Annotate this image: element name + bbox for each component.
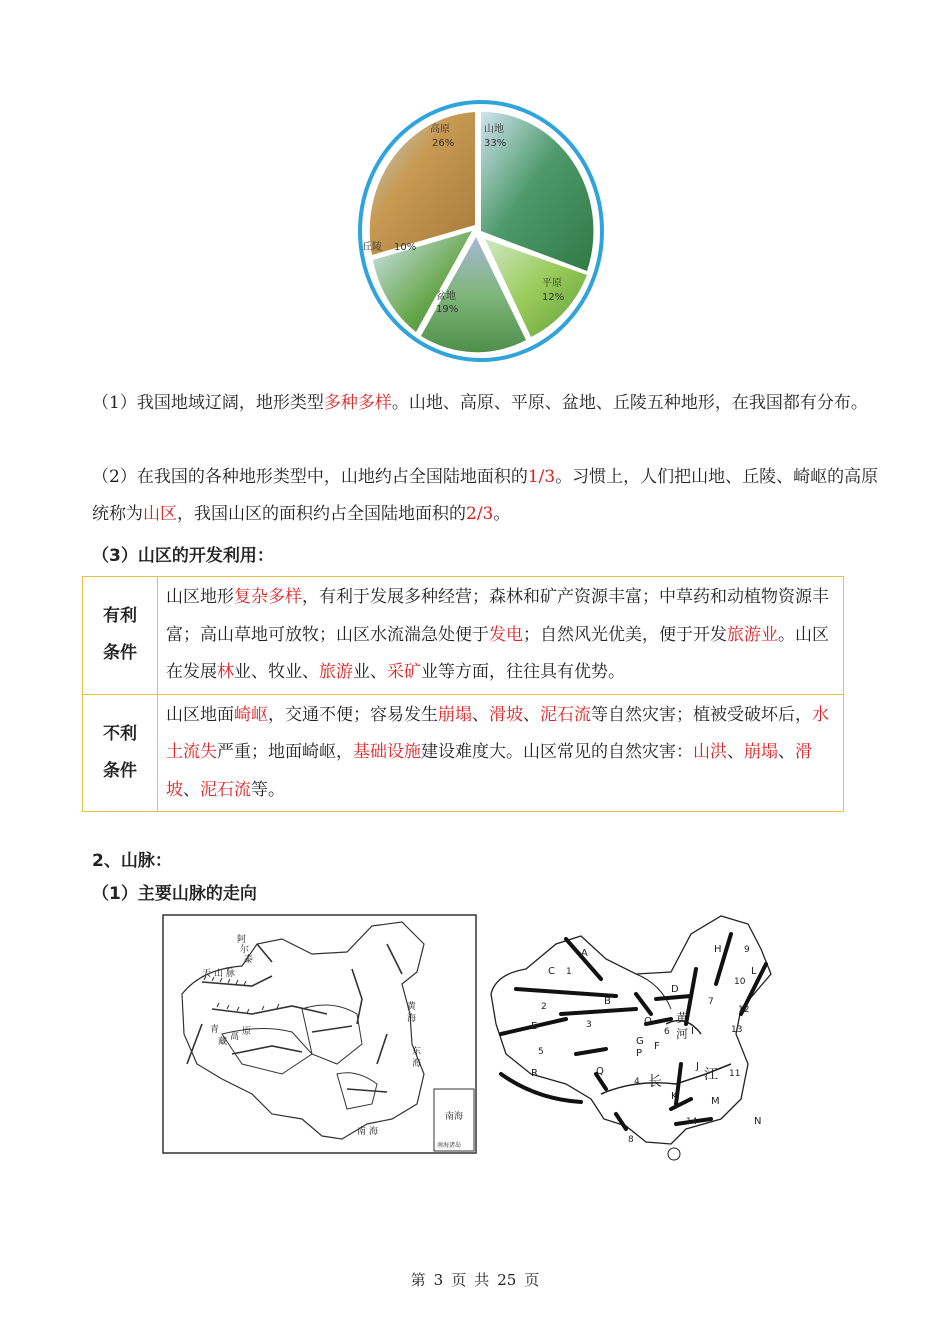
svg-text:A: A bbox=[581, 948, 588, 959]
svg-text:N: N bbox=[754, 1116, 762, 1127]
svg-text:山: 山 bbox=[214, 969, 224, 979]
pie-value-mountain: 33% bbox=[484, 138, 507, 149]
svg-text:海: 海 bbox=[412, 1059, 422, 1069]
pie-label-mountain: 山地 bbox=[484, 124, 504, 135]
svg-text:K: K bbox=[671, 1091, 678, 1102]
svg-text:黄: 黄 bbox=[676, 1011, 689, 1025]
label-favorable: 有利 条件 bbox=[83, 577, 158, 695]
svg-text:G: G bbox=[636, 1036, 644, 1047]
pie-label-hill: 丘陵 bbox=[362, 242, 382, 253]
china-mountains-map bbox=[162, 914, 477, 1154]
svg-text:青: 青 bbox=[210, 1025, 220, 1035]
svg-text:江: 江 bbox=[704, 1067, 718, 1083]
svg-text:10: 10 bbox=[734, 977, 746, 987]
svg-text:河: 河 bbox=[676, 1027, 689, 1041]
landform-pie-chart bbox=[358, 100, 604, 362]
svg-text:7: 7 bbox=[708, 997, 714, 1007]
svg-text:东: 东 bbox=[412, 1047, 422, 1057]
svg-text:海: 海 bbox=[407, 1014, 417, 1024]
svg-text:高: 高 bbox=[230, 1032, 240, 1042]
pie-value-hill: 10% bbox=[394, 242, 417, 253]
page-footer: 第 3 页 共 25 页 bbox=[410, 1271, 540, 1289]
svg-text:14: 14 bbox=[686, 1117, 698, 1127]
pie-label-plain: 平原 bbox=[542, 278, 562, 289]
svg-text:4: 4 bbox=[634, 1077, 640, 1087]
svg-text:5: 5 bbox=[538, 1047, 544, 1057]
svg-text:13: 13 bbox=[731, 1025, 743, 1035]
svg-text:E: E bbox=[531, 1021, 538, 1032]
svg-text:阿: 阿 bbox=[237, 935, 247, 945]
svg-text:1: 1 bbox=[566, 967, 572, 977]
paragraph-terrain-diversity: （1）我国地域辽阔，地形类型多种多样。山地、高原、平原、盆地、丘陵五种地形，在我国都有分布。 bbox=[92, 393, 868, 413]
pie-value-basin: 19% bbox=[436, 304, 459, 315]
svg-text:8: 8 bbox=[628, 1135, 634, 1145]
svg-text:Q: Q bbox=[596, 1066, 604, 1077]
table-row-favorable bbox=[83, 577, 844, 695]
pie-slice-plateau bbox=[370, 112, 475, 255]
svg-text:天: 天 bbox=[202, 969, 212, 979]
pie-value-plain: 12% bbox=[542, 292, 565, 303]
svg-text:海: 海 bbox=[369, 1127, 379, 1137]
svg-text:9: 9 bbox=[744, 945, 750, 955]
heading-mountain-development: （3）山区的开发利用： bbox=[92, 546, 274, 566]
svg-text:藏: 藏 bbox=[218, 1037, 228, 1047]
svg-text:尔: 尔 bbox=[240, 945, 250, 955]
svg-text:2: 2 bbox=[541, 1002, 547, 1012]
pie-label-plateau: 高原 bbox=[430, 124, 450, 135]
paragraph-mountain-area: （2）在我国的各种地形类型中，山地约占全国陆地面积的1/3。习惯上，人们把山地、丘陵、崎岖的高原统称为山区，我国山区的面积约占全国陆地面积的2/3。 bbox=[92, 467, 879, 524]
conditions-table bbox=[82, 576, 844, 812]
svg-text:B: B bbox=[604, 996, 611, 1007]
svg-text:P: P bbox=[636, 1048, 643, 1059]
svg-text:H: H bbox=[714, 944, 722, 955]
svg-text:D: D bbox=[671, 984, 679, 995]
unfavorable-content: 山区地面崎岖，交通不便；容易发生崩塌、滑坡、泥石流等自然灾害；植被受破坏后，水土流失严重；地面崎岖，基础设施建设难度大。山区常见的自然灾害：山洪、崩塌、滑坡、泥石流等。 bbox=[158, 694, 844, 812]
china-mountains-exercise-map bbox=[486, 914, 778, 1164]
svg-text:O: O bbox=[644, 1016, 652, 1027]
svg-text:南海: 南海 bbox=[445, 1112, 464, 1122]
svg-text:11: 11 bbox=[729, 1069, 741, 1079]
svg-text:6: 6 bbox=[664, 1027, 670, 1037]
svg-text:C: C bbox=[548, 966, 555, 977]
svg-text:南海诸岛: 南海诸岛 bbox=[437, 1142, 462, 1149]
heading-mountains: 2、山脉： bbox=[92, 851, 172, 871]
table-row-unfavorable bbox=[83, 694, 844, 812]
svg-text:脉: 脉 bbox=[226, 969, 236, 979]
pie-label-basin: 盆地 bbox=[436, 291, 456, 302]
svg-text:J: J bbox=[696, 1061, 699, 1072]
label-unfavorable: 不利 条件 bbox=[83, 694, 158, 812]
svg-text:泰: 泰 bbox=[244, 955, 254, 965]
svg-text:南: 南 bbox=[357, 1127, 367, 1137]
pie-value-plateau: 26% bbox=[432, 138, 455, 149]
svg-text:3: 3 bbox=[586, 1020, 592, 1030]
svg-text:I: I bbox=[691, 1026, 694, 1037]
svg-text:M: M bbox=[711, 1096, 720, 1107]
heading-mountain-direction: （1）主要山脉的走向 bbox=[92, 884, 257, 904]
svg-text:长: 长 bbox=[648, 1074, 662, 1090]
svg-text:R: R bbox=[531, 1068, 538, 1079]
svg-text:黄: 黄 bbox=[407, 1002, 417, 1012]
svg-text:L: L bbox=[751, 966, 757, 977]
favorable-content: 山区地形复杂多样，有利于发展多种经营；森林和矿产资源丰富；中草药和动植物资源丰富；高山草地可放牧；山区水流湍急处便于发电；自然风光优美，便于开发旅游业。山区在发展林业、牧业、旅游业、采矿业等方面，往往具有优势。 bbox=[158, 577, 844, 695]
svg-text:原: 原 bbox=[242, 1027, 252, 1037]
svg-text:12: 12 bbox=[738, 1005, 750, 1015]
svg-text:F: F bbox=[654, 1041, 660, 1052]
